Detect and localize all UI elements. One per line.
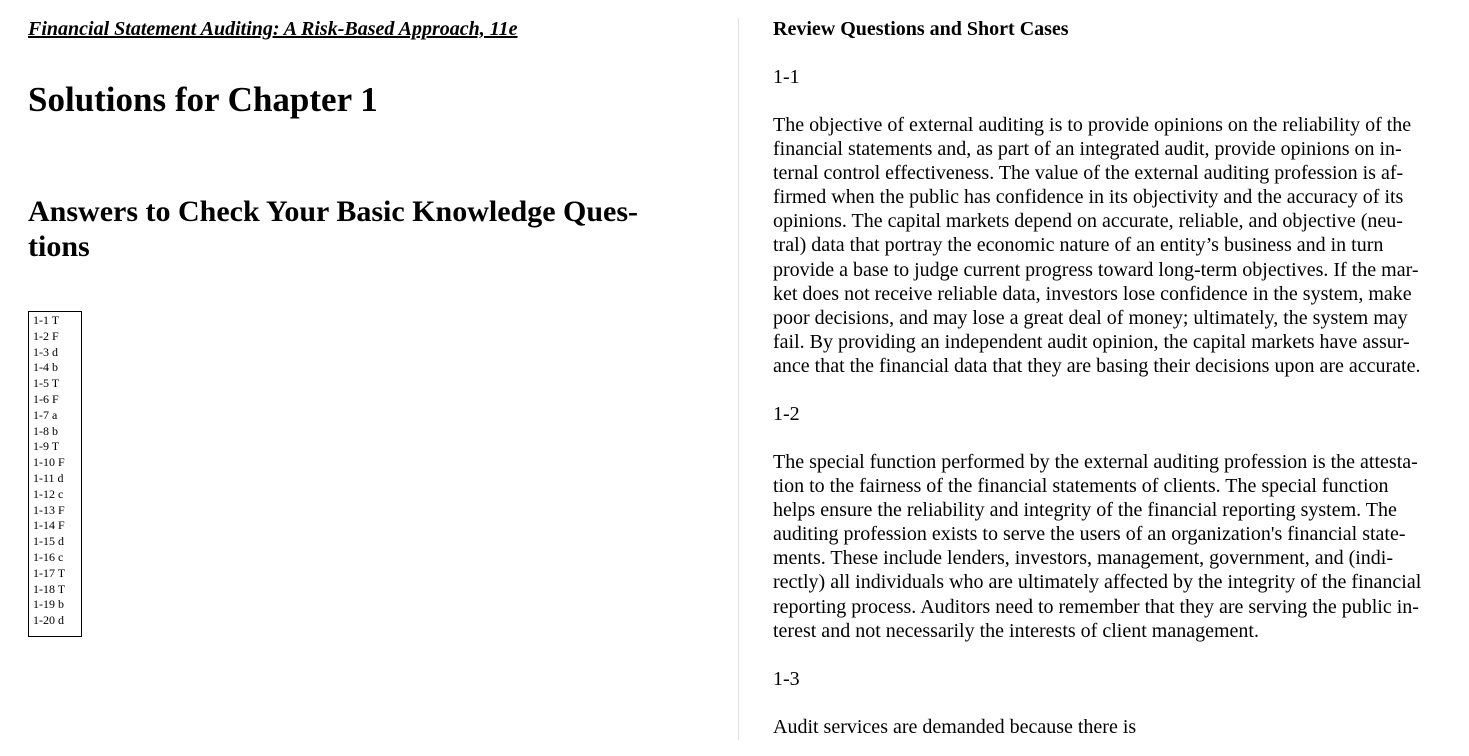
question-answer (773, 715, 1453, 739)
answer-item: 1-15 d (33, 534, 64, 549)
answer-text-line: The objective of external auditing is to provide opinions on the reliability of the (773, 114, 1412, 136)
answer-item: 1-3 d (33, 344, 58, 359)
answer-text-line: tion to the fairness of the financial statements of clients. The special function (773, 475, 1389, 498)
answer-item: 1-10 F (33, 455, 65, 470)
answer-item: 1-14 F (33, 518, 65, 533)
answer-text-line: ternal control effectiveness. The value of the external auditing profession is af- (773, 162, 1404, 185)
answer-item: 1-8 b (33, 423, 58, 438)
answer-text-line: rectly) all individuals who are ultimately affected by the integrity of the financial (773, 571, 1422, 594)
question-label: 1-1 (773, 66, 800, 88)
question-label: 1-2 (773, 403, 800, 425)
answer-key-box (28, 311, 82, 637)
section-title-line: tions (28, 230, 90, 263)
answer-text-line: terest and not necessarily the interests of client management. (773, 619, 1259, 642)
question-answer (773, 450, 1453, 643)
answer-item: 1-17 T (33, 565, 66, 580)
section-title-line: Answers to Check Your Basic Knowledge Ques- (28, 195, 639, 228)
answer-text-line: ket does not receive reliable data, investors lose confidence in the system, make (773, 282, 1412, 305)
answer-text-line: tral) data that portray the economic nature of an entity’s business and in turn (773, 234, 1384, 257)
question-label: 1-3 (773, 668, 800, 690)
answer-item: 1-2 F (33, 328, 59, 343)
answer-text-line: poor decisions, and may lose a great deal of money; ultimately, the system may (773, 306, 1408, 329)
column-divider (738, 18, 739, 740)
question-answer (773, 113, 1453, 378)
review-questions-heading: Review Questions and Short Cases (773, 18, 1069, 40)
answer-item: 1-7 a (33, 407, 58, 422)
answer-item: 1-1 T (33, 313, 60, 327)
answer-text-line: financial statements and, as part of an integrated audit, provide opinions on in- (773, 138, 1402, 161)
answer-item: 1-4 b (33, 360, 58, 375)
book-title: Financial Statement Auditing: A Risk-Based Approach, 11e (28, 18, 518, 40)
answer-item: 1-18 T (33, 581, 66, 596)
answer-item: 1-16 c (33, 549, 64, 564)
answer-text-line: auditing profession exists to serve the users of an organization's financial state- (773, 523, 1406, 546)
answer-text-line: firmed when the public has confidence in its objectivity and the accuracy of its (773, 186, 1404, 209)
answer-item: 1-9 T (33, 439, 60, 454)
right-column (773, 0, 1453, 756)
answer-text-line: reporting process. Auditors need to remember that they are serving the public in- (773, 595, 1419, 618)
answer-item: 1-19 b (33, 597, 64, 612)
answer-item: 1-11 d (33, 470, 64, 485)
section-title (28, 194, 708, 264)
answer-item: 1-6 F (33, 391, 59, 406)
answer-item: 1-12 c (33, 486, 64, 501)
answer-text-line: provide a base to judge current progress toward long-term objectives. If the mar- (773, 258, 1419, 281)
answer-text-line: fail. By providing an independent audit opinion, the capital markets have assur- (773, 330, 1410, 353)
answer-text-line: ments. These include lenders, investors, management, government, and (indi- (773, 547, 1394, 570)
chapter-title: Solutions for Chapter 1 (28, 80, 378, 119)
answer-text-line: opinions. The capital markets depend on accurate, reliable, and objective (neu- (773, 210, 1403, 233)
answer-text-line: Audit services are demanded because there is (773, 716, 1137, 738)
answer-item: 1-13 F (33, 502, 65, 517)
answer-text-line: The special function performed by the external auditing profession is the attesta- (773, 451, 1418, 473)
answer-text-line: ance that the financial data that they are basing their decisions upon are accurate. (773, 354, 1421, 377)
answer-text-line: helps ensure the reliability and integrity of the financial reporting system. The (773, 499, 1397, 522)
answer-item: 1-20 d (33, 613, 64, 628)
answer-item: 1-5 T (33, 376, 60, 391)
left-column (28, 0, 708, 756)
